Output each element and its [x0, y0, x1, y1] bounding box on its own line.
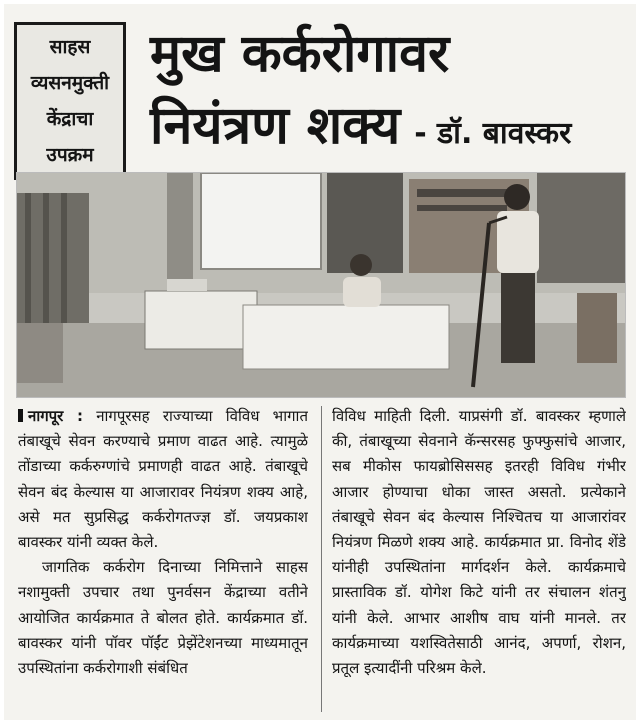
event-photo — [16, 172, 626, 398]
dateline: नागपूर : — [18, 407, 83, 425]
headline-main: नियंत्रण शक्य — [150, 96, 401, 156]
column-divider — [321, 406, 322, 712]
article-column-left — [18, 404, 308, 716]
kicker-box — [14, 22, 126, 180]
kicker-line: केंद्राचा — [46, 108, 94, 130]
kicker-line: व्यसनमुक्ती — [30, 72, 110, 94]
headline-byline: - डॉ. बावस्कर — [414, 116, 572, 151]
article-column-right — [332, 404, 626, 716]
kicker-line: उपक्रम — [46, 144, 94, 166]
article-text: नागपूरसह राज्याच्या विविध भागात तंबाखूचे सेवन करण्याचे प्रमाण वाढत आहे. त्यामुळे तोंडाच्या कर्करुग्णांचे प्रमाणही वाढत आहे. तंबाखूचे सेवन बंद केल्यास या आजारावर नियंत्रण शक्य आहे, असे मत सुप्रसिद्ध कर्करोगतज्ज्ञ डॉ. जयप्रकाश बावस्कर यांनी व्यक्त केले. — [18, 407, 308, 552]
headline-line-2 — [150, 92, 630, 160]
article-paragraph — [18, 404, 308, 555]
article-paragraph: जागतिक कर्करोग दिनाच्या निमित्ताने साहस नशामुक्ती उपचार तथा पुनर्वसन केंद्राच्या वतीने आयोजित कार्यक्रमात ते बोलत होते. कार्यक्रमात डॉ. बावस्कर यांनी पॉवर पॉईंट प्रेझेंटेशनच्या माध्यमातून उपस्थितांना कर्करोगाशी संबंधित — [18, 558, 308, 678]
event-photo-illustration — [17, 173, 625, 397]
article-paragraph: विविध माहिती दिली. याप्रसंगी डॉ. बावस्कर म्हणाले की, तंबाखूच्या सेवनाने कॅन्सरसह फुफ्फुसांचे आजार, सब मीकोस फायब्रोसिससह इतरही विविध गंभीर आजार होण्याचा धोका जास्त असतो. प्रत्येकाने तंबाखूचे सेवन बंद केल्यास निश्चितच या आजारांवर नियंत्रण मिळणे शक्य आहे. कार्यक्रमात प्रा. विनोद शेंडे यांनीही उपस्थितांना मार्गदर्शन केले. कार्यक्रमाचे प्रास्ताविक डॉ. योगेश किटे यांनी तर संचालन शंतनु यांनी केले. आभार आशीष वाघ यांनी मानले. तर कार्यक्रमाच्या यशस्वितेसाठी आनंद, अपर्णा, रोशन, प्रतूल इत्यादींनी परिश्रम केले. — [332, 407, 626, 678]
kicker-line: साहस — [49, 36, 91, 58]
headline-line-1: मुख कर्करोगावर — [150, 24, 450, 84]
